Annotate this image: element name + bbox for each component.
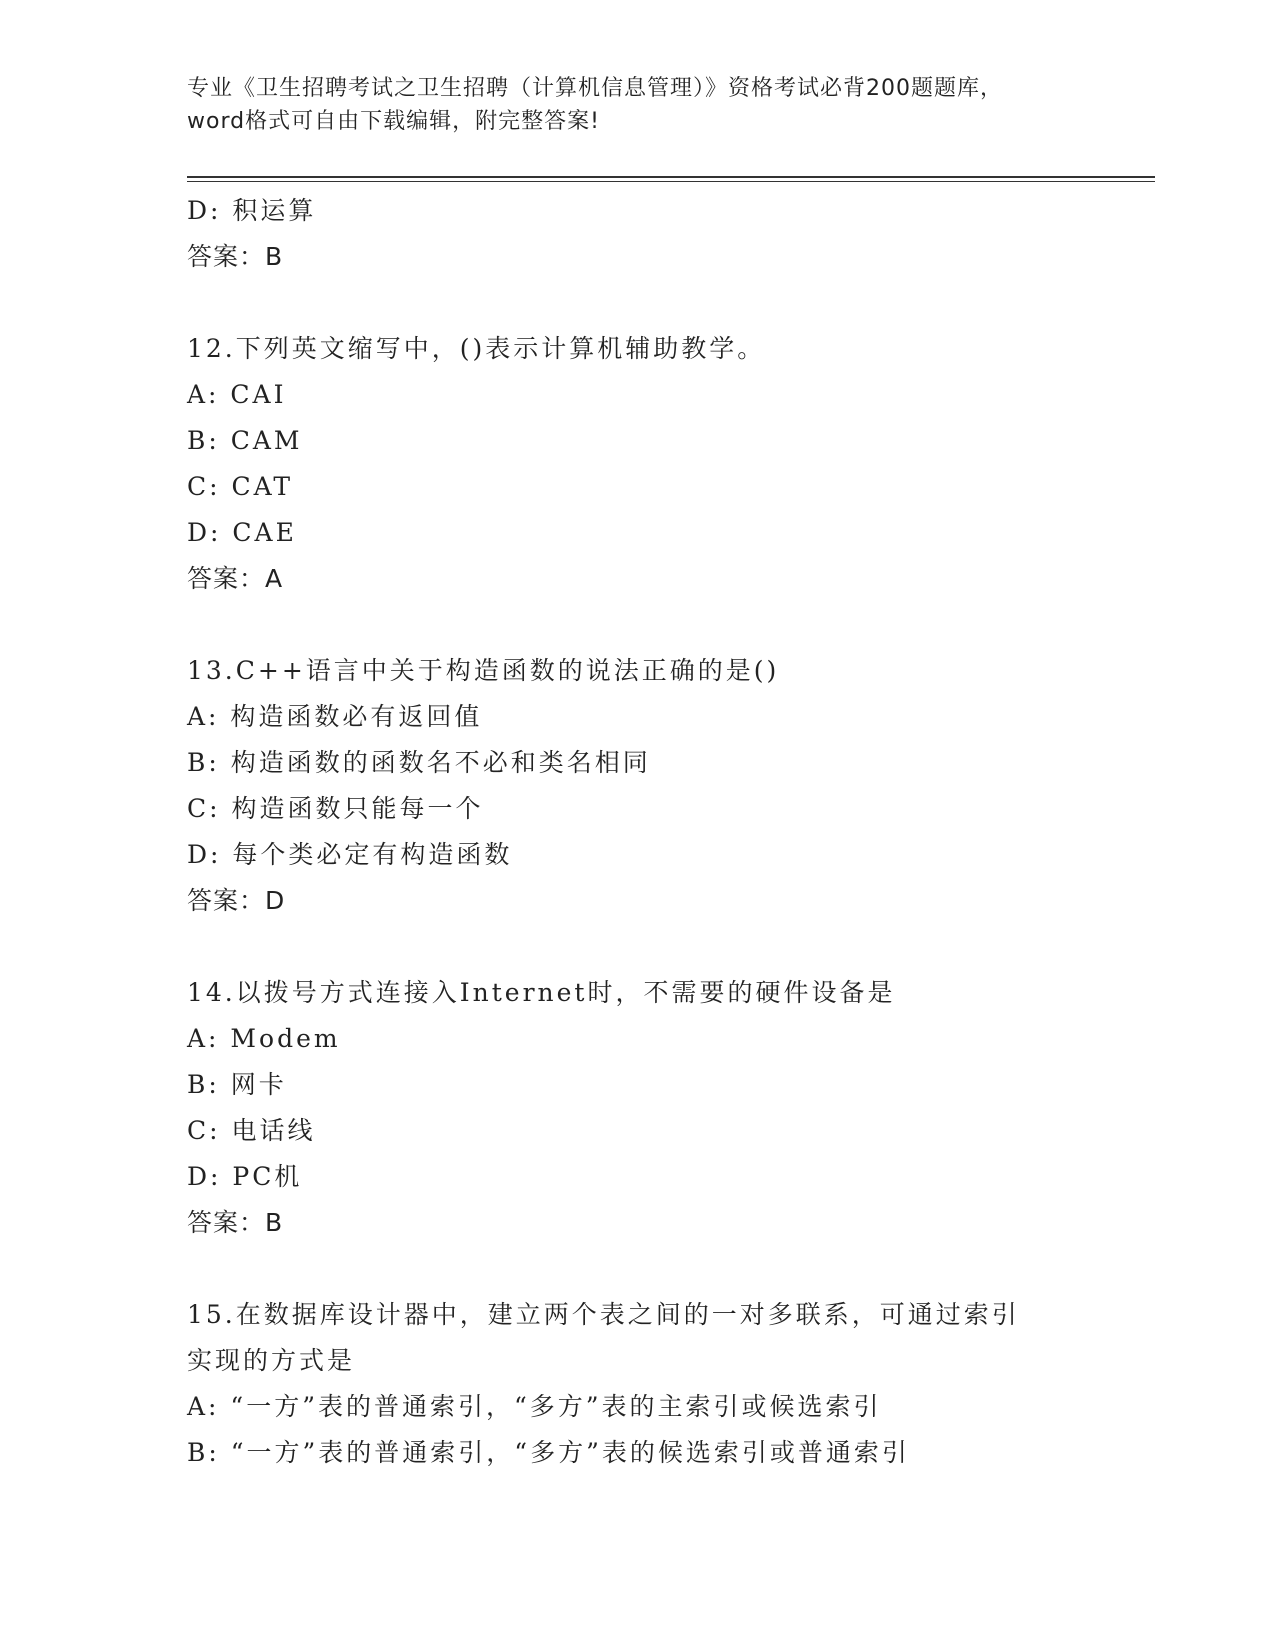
- answer: 答案：D: [187, 886, 286, 915]
- option-a: A: CAI: [187, 380, 287, 409]
- option-d: D: CAE: [187, 518, 297, 547]
- option-a: A: “一方”表的普通索引，“多方”表的主索引或候选索引: [187, 1392, 882, 1421]
- question-12: [187, 326, 1087, 602]
- question-14: [187, 970, 1087, 1246]
- question-stem: 15.在数据库设计器中，建立两个表之间的一对多联系，可通过索引实现的方式是: [187, 1300, 1020, 1375]
- option-a: A: 构造函数必有返回值: [187, 702, 483, 731]
- answer: 答案：A: [187, 564, 284, 593]
- previous-question-tail: [187, 188, 1087, 280]
- header-line-2: word格式可自由下载编辑，附完整答案!: [187, 109, 600, 134]
- answer: 答案：B: [187, 242, 284, 271]
- question-stem: 13.C++语言中关于构造函数的说法正确的是(): [187, 656, 780, 685]
- option-d: D: PC机: [187, 1162, 303, 1191]
- option-b: B: 构造函数的函数名不必和类名相同: [187, 748, 651, 777]
- answer: 答案：B: [187, 1208, 284, 1237]
- question-stem: 14.以拨号方式连接入Internet时，不需要的硬件设备是: [187, 978, 896, 1007]
- option-c: C: 构造函数只能每一个: [187, 794, 484, 823]
- question-15: [187, 1292, 1087, 1476]
- header-line-1: 专业《卫生招聘考试之卫生招聘（计算机信息管理）》资格考试必背200题题库，: [187, 76, 1003, 101]
- header-divider-thin: [187, 181, 1155, 182]
- option-b: B: CAM: [187, 426, 303, 455]
- question-list: [187, 188, 1087, 1476]
- option-c: C: 电话线: [187, 1116, 316, 1145]
- question-13: [187, 648, 1087, 924]
- option-b: B: “一方”表的普通索引，“多方”表的候选索引或普通索引: [187, 1438, 910, 1467]
- header-divider: [187, 176, 1155, 178]
- option-d: D: 积运算: [187, 196, 317, 225]
- option-d: D: 每个类必定有构造函数: [187, 840, 513, 869]
- option-a: A: Modem: [187, 1024, 341, 1053]
- option-c: C: CAT: [187, 472, 293, 501]
- document-header: [187, 72, 1087, 138]
- question-stem: 12.下列英文缩写中，()表示计算机辅助教学。: [187, 334, 766, 363]
- option-b: B: 网卡: [187, 1070, 287, 1099]
